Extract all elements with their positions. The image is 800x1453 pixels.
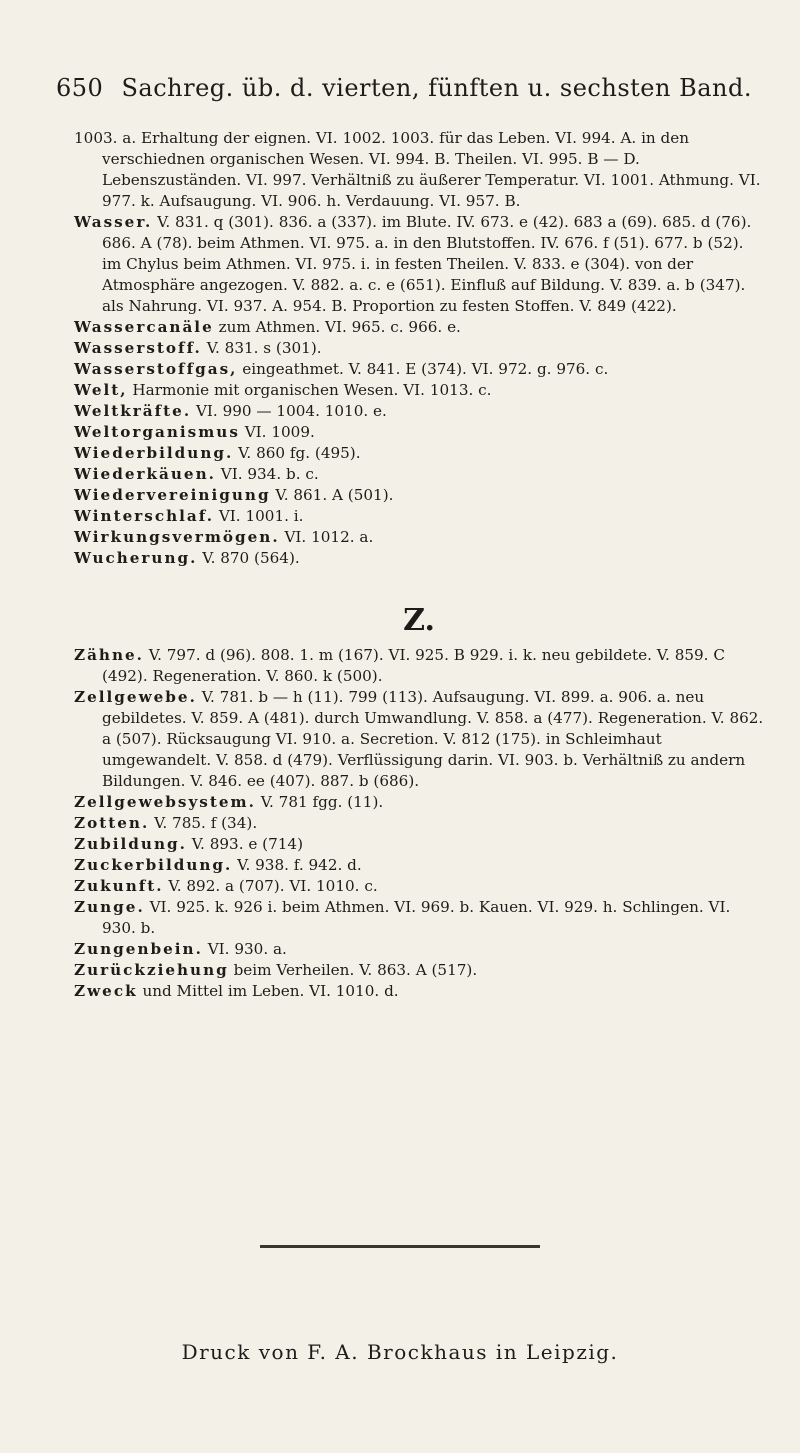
entry-headword: Weltkräfte. bbox=[74, 402, 192, 420]
entry-references: VI. 990 — 1004. 1010. e. bbox=[195, 402, 387, 420]
index-entry bbox=[74, 380, 764, 401]
entry-headword: Wasser. bbox=[74, 213, 153, 231]
entry-headword: Wirkungsvermögen. bbox=[74, 528, 280, 546]
index-entry bbox=[74, 485, 764, 506]
entry-headword: Wassercanäle bbox=[74, 318, 214, 336]
entry-references: VI. 934. b. c. bbox=[220, 465, 319, 483]
index-section-z bbox=[74, 645, 764, 1002]
entry-headword: Zuckerbildung. bbox=[74, 856, 233, 874]
index-entry bbox=[74, 897, 764, 939]
entry-references: und Mittel im Leben. VI. 1010. d. bbox=[142, 982, 399, 1000]
entry-references: Harmonie mit organischen Wesen. VI. 1013. c. bbox=[132, 381, 492, 399]
index-entry bbox=[74, 527, 764, 548]
index-entry bbox=[74, 813, 764, 834]
entry-headword: Wiederkäuen. bbox=[74, 465, 216, 483]
index-entry bbox=[74, 960, 764, 981]
entry-headword: Winterschlaf. bbox=[74, 507, 215, 525]
index-entry bbox=[74, 464, 764, 485]
entry-references: 1003. a. Erhaltung der eignen. VI. 1002. 1003. für das Leben. VI. 994. A. in den verschiednen organischen Wesen. VI. 994. B. Theilen. VI. 995. B — D. Lebenszuständen. VI. 997. Verhältniß zu äußerer Temperatur. VI. 1001. Athmung. VI. 977. k. Aufsaugung. VI. 906. h. Verdauung. VI. 957. B. bbox=[74, 129, 761, 210]
entry-headword: Zunge. bbox=[74, 898, 145, 916]
entry-headword: Zellgewebsystem. bbox=[74, 793, 256, 811]
entry-headword: Wiedervereinigung bbox=[74, 486, 271, 504]
index-entry bbox=[74, 855, 764, 876]
index-entry bbox=[74, 212, 764, 317]
entry-references: V. 893. e (714) bbox=[191, 835, 303, 853]
index-entry bbox=[74, 422, 764, 443]
entry-references: VI. 925. k. 926 i. beim Athmen. VI. 969. b. Kauen. VI. 929. h. Schlingen. VI. 930. b. bbox=[102, 898, 731, 937]
index-entry bbox=[74, 834, 764, 855]
entry-references: V. 892. a (707). VI. 1010. c. bbox=[168, 877, 378, 895]
entry-references: VI. 1012. a. bbox=[284, 528, 374, 546]
entry-headword: Wucherung. bbox=[74, 549, 198, 567]
entry-references: zum Athmen. VI. 965. c. 966. e. bbox=[218, 318, 461, 336]
printer-imprint: Druck von F. A. Brockhaus in Leipzig. bbox=[181, 1340, 619, 1364]
entry-references: V. 861. A (501). bbox=[275, 486, 394, 504]
entry-headword: Zähne. bbox=[74, 646, 144, 664]
entry-references: V. 860 fg. (495). bbox=[238, 444, 361, 462]
index-entry bbox=[74, 981, 764, 1002]
entry-headword: Zurückziehung bbox=[74, 961, 229, 979]
index-entry bbox=[74, 506, 764, 527]
index-entry bbox=[74, 317, 764, 338]
index-entry bbox=[74, 687, 764, 792]
index-entry bbox=[74, 548, 764, 569]
entry-headword: Wasserstoff. bbox=[74, 339, 202, 357]
entry-references: V. 781 fgg. (11). bbox=[260, 793, 384, 811]
entry-headword: Zungenbein. bbox=[74, 940, 203, 958]
entry-references: VI. 1001. i. bbox=[218, 507, 304, 525]
index-entry bbox=[74, 792, 764, 813]
entry-references: V. 785. f (34). bbox=[154, 814, 258, 832]
index-body bbox=[74, 128, 764, 1002]
entry-headword: Zukunft. bbox=[74, 877, 164, 895]
entry-headword: Wasserstoffgas, bbox=[74, 360, 238, 378]
entry-references: VI. 930. a. bbox=[207, 940, 287, 958]
entry-references: beim Verheilen. V. 863. A (517). bbox=[233, 961, 478, 979]
entry-headword: Wiederbildung. bbox=[74, 444, 234, 462]
index-entry bbox=[74, 645, 764, 687]
entry-references: eingeathmet. V. 841. E (374). VI. 972. g. 976. c. bbox=[242, 360, 609, 378]
index-entry bbox=[74, 401, 764, 422]
index-entry bbox=[74, 338, 764, 359]
entry-headword: Zubildung. bbox=[74, 835, 187, 853]
index-entry bbox=[74, 443, 764, 464]
entry-references: VI. 1009. bbox=[244, 423, 315, 441]
entry-headword: Weltorganismus bbox=[74, 423, 240, 441]
index-entry bbox=[74, 359, 764, 380]
page-number: 650 bbox=[56, 74, 104, 102]
running-head bbox=[56, 74, 776, 102]
entry-references: V. 797. d (96). 808. 1. m (167). VI. 925. B 929. i. k. neu gebildete. V. 859. C (492). Regeneration. V. 860. k (500). bbox=[102, 646, 725, 685]
entry-references: V. 870 (564). bbox=[202, 549, 300, 567]
entry-headword: Zweck bbox=[74, 982, 138, 1000]
index-section-w bbox=[74, 128, 764, 569]
entry-headword: Zellgewebe. bbox=[74, 688, 197, 706]
entry-references: V. 781. b — h (11). 799 (113). Aufsaugung. VI. 899. a. 906. a. neu gebildetes. V. 859. A (481). durch Umwandlung. V. 858. a (477). Regeneration. V. 862. a (507). Rücksaugung VI. 910. a. Secretion. V. 812 (175). in Schleimhaut umgewandelt. V. 858. d (479). Verflüssigung darin. VI. 903. b. Verhältniß zu andern Bildungen. V. 846. ee (407). 887. b (686). bbox=[102, 688, 764, 790]
entry-references: V. 831. s (301). bbox=[206, 339, 322, 357]
entry-references: V. 831. q (301). 836. a (337). im Blute. IV. 673. e (42). 683 a (69). 685. d (76). 686. A (78). beim Athmen. VI. 975. a. in den Blutstoffen. IV. 676. f (51). 677. b (52). im Chylus beim Athmen. VI. 975. i. in festen Theilen. V. 833. e (304). von der Atmosphäre angezogen. V. 882. a. c. e (651). Einfluß auf Bildung. V. 839. a. b (347). als Nahrung. VI. 937. A. 954. B. Proportion zu festen Stoffen. V. 849 (422). bbox=[102, 213, 752, 315]
entry-references: V. 938. f. 942. d. bbox=[237, 856, 362, 874]
index-entry bbox=[74, 939, 764, 960]
index-entry bbox=[74, 876, 764, 897]
index-entry bbox=[74, 128, 764, 212]
entry-headword: Zotten. bbox=[74, 814, 150, 832]
end-rule bbox=[260, 1245, 540, 1248]
section-letter-z: Z. bbox=[403, 603, 435, 638]
running-title: Sachreg. üb. d. vierten, fünften u. sechsten Band. bbox=[121, 74, 752, 102]
entry-headword: Welt, bbox=[74, 381, 128, 399]
